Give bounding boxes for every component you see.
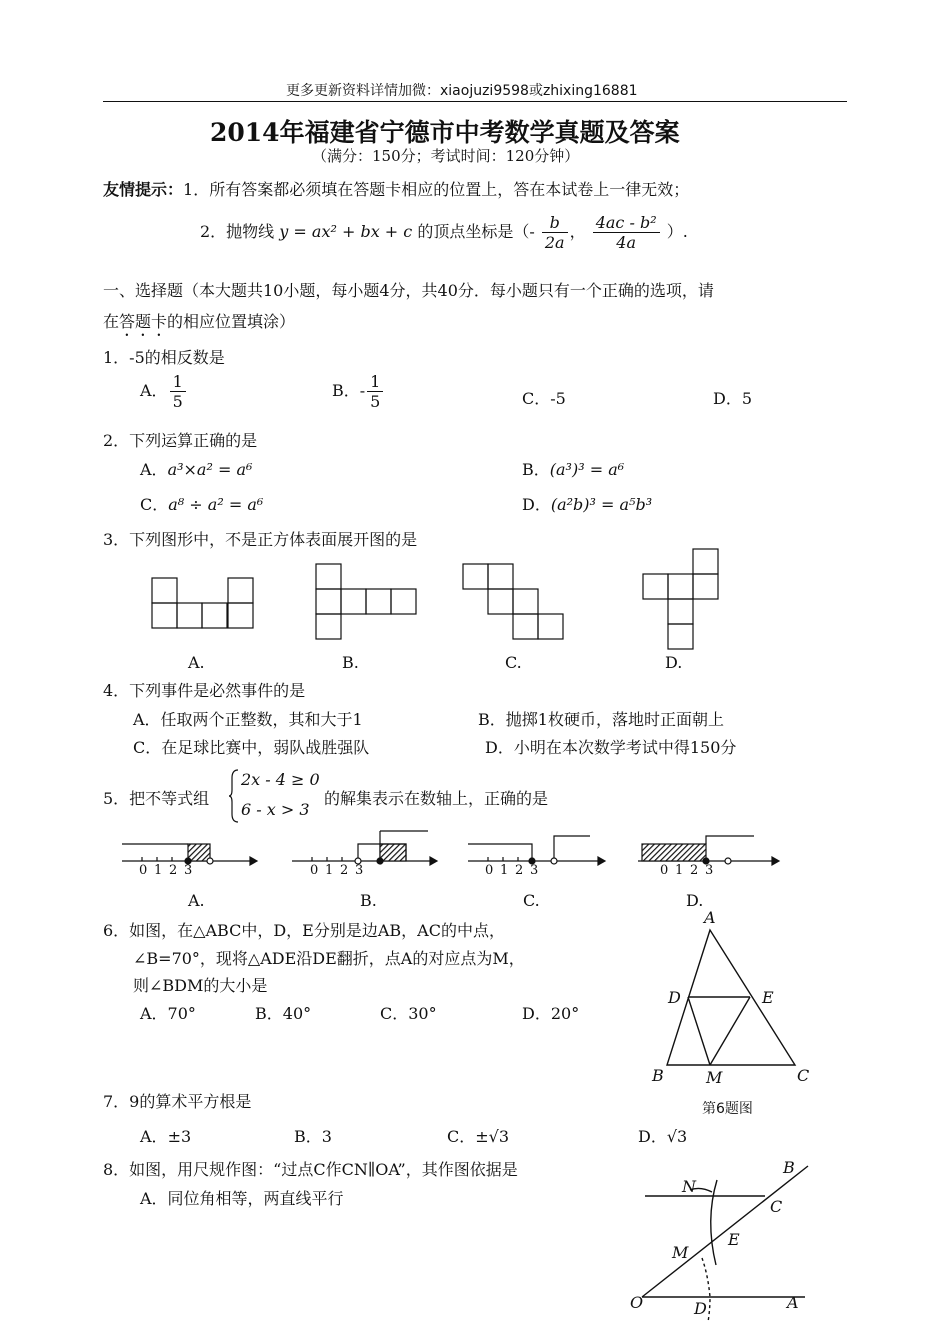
- q1-option-c: C．-5: [522, 389, 566, 408]
- nl-a-0: 0: [139, 863, 148, 878]
- q7-c-label: C．: [447, 1127, 476, 1146]
- q7-option-a: [140, 1124, 191, 1147]
- q5-inequality-1: 2x - 4 ≥ 0: [241, 770, 320, 789]
- q1-stem: 1．-5的相反数是: [103, 348, 225, 367]
- q8-label-a: A: [787, 1293, 799, 1312]
- q6-line-1: 6．如图，在△ABC中，D，E分别是边AB，AC的中点，: [103, 921, 505, 940]
- tips-item-2-pre: 2．抛物线: [200, 222, 275, 241]
- q3-label-c: C.: [505, 653, 522, 672]
- q2-d-label: D．: [522, 495, 551, 514]
- q4-stem: 4．下列事件是必然事件的是: [103, 681, 306, 700]
- q2-stem: 2．下列运算正确的是: [103, 431, 258, 450]
- nl-c-0: 0: [485, 863, 494, 878]
- q3-stem: 3．下列图形中，不是正方体表面展开图的是: [103, 530, 418, 549]
- q7-option-c: [447, 1124, 509, 1147]
- q5-label-b: B.: [360, 891, 377, 910]
- tips-item-1: 1．所有答案都必须填在答题卡相应的位置上，答在本试卷上一律无效；: [183, 180, 690, 199]
- nl-b-2: 2: [340, 863, 349, 878]
- q1-b-den: 5: [370, 392, 381, 411]
- tips-label: 友情提示：: [103, 180, 184, 199]
- q3-label-d: D.: [665, 653, 683, 672]
- net-a: [152, 578, 253, 628]
- q8-label-b: B: [783, 1158, 795, 1177]
- numberline-d: [638, 836, 779, 865]
- q2-a-expr: a³×a² = a⁶: [167, 460, 253, 479]
- q1-a-den: 5: [172, 392, 183, 411]
- q8-stem: 8．如图，用尺规作图：“过点C作CN∥OA”，其作图依据是: [103, 1160, 518, 1179]
- q8-option-a: A．同位角相等，两直线平行: [140, 1189, 344, 1208]
- nl-b-3: 3: [355, 863, 364, 878]
- q8-label-d: D: [694, 1299, 707, 1318]
- vertex-x-num: b: [542, 213, 568, 233]
- q8-label-e: E: [728, 1230, 740, 1249]
- q2-a-label: A．: [140, 460, 168, 479]
- nl-c-2: 2: [515, 863, 524, 878]
- q5-label-c: C.: [523, 891, 540, 910]
- q7-option-b: B．3: [294, 1127, 332, 1146]
- q5-stem-pre: 5．把不等式组: [103, 789, 210, 808]
- nl-c-3: 3: [530, 863, 539, 878]
- q8-label-c: C: [770, 1197, 783, 1216]
- q2-d-expr: (a²b)³ = a⁵b³: [550, 495, 653, 514]
- nl-d-3: 3: [705, 863, 714, 878]
- q6-option-d: D．20°: [522, 1004, 580, 1023]
- q7-a-value: ±3: [167, 1127, 192, 1146]
- nl-a-2: 2: [169, 863, 178, 878]
- numberline-b: [292, 831, 437, 865]
- vertex-y-num: 4ac - b²: [593, 213, 660, 233]
- nl-d-0: 0: [660, 863, 669, 878]
- nl-d-2: 2: [690, 863, 699, 878]
- q3-nets-figure: [140, 540, 740, 660]
- q6-line-3: 则∠BDM的大小是: [133, 976, 268, 995]
- q5-inequality-2: 6 - x > 3: [241, 800, 310, 819]
- q2-option-d: [522, 492, 652, 515]
- vertex-x-fraction: [542, 213, 568, 252]
- vertex-y-fraction: [593, 213, 660, 252]
- section-1-heading: 一、选择题（本大题共10小题，每小题4分，共40分．每小题只有一个正确的选项，请: [103, 281, 714, 300]
- q1-a-fraction: [170, 372, 186, 411]
- section-1-post: 的相应位置填涂）: [167, 312, 296, 331]
- q1-b-num: 1: [367, 372, 383, 392]
- q6-figure: [640, 903, 820, 1118]
- q1-b-fraction: [367, 372, 383, 411]
- numberline-c: [468, 836, 605, 865]
- tips-item-2-mid: 的顶点坐标是（-: [417, 222, 535, 241]
- q5-label-d: D.: [686, 891, 704, 910]
- q4-option-b: B．抛掷1枚硬币，落地时正面朝上: [478, 710, 724, 729]
- q5-number-lines: [110, 822, 790, 882]
- vertex-x-den: 2a: [544, 233, 565, 252]
- net-c: [463, 564, 563, 639]
- tips-line-2: 2．抛物线 y = ax² + bx + c 的顶点坐标是（- $\frac{b}{2a}$ ， $\frac{\text{4ac - b²}}{4a}$ ）.: [200, 213, 688, 252]
- tips-line-1: [103, 177, 689, 200]
- q8-label-n: N: [682, 1177, 696, 1196]
- q4-option-c: C．在足球比赛中，弱队战胜强队: [133, 738, 370, 757]
- q7-option-d: [638, 1124, 687, 1147]
- net-d: [643, 549, 718, 649]
- q2-b-expr: (a³)³ = a⁶: [549, 460, 625, 479]
- q1-a-label: A．: [140, 381, 168, 400]
- q8-figure: [620, 1150, 835, 1340]
- q2-option-c: [140, 492, 263, 515]
- q5-brace: [228, 768, 240, 824]
- q1-option-a: [140, 372, 188, 411]
- q6-label-a: A: [704, 908, 716, 927]
- q5-label-a: A.: [188, 891, 205, 910]
- q7-stem: 7．9的算术平方根是: [103, 1092, 252, 1111]
- page-subtitle: （满分：150分；考试时间：120分钟）: [312, 147, 580, 165]
- nl-b-1: 1: [325, 863, 334, 878]
- numberline-a: [122, 844, 257, 865]
- q2-option-b: [522, 457, 624, 480]
- q1-option-d: D．5: [713, 389, 753, 408]
- q2-b-label: B．: [522, 460, 550, 479]
- q6-label-m: M: [706, 1068, 723, 1087]
- q8-label-o: O: [630, 1293, 644, 1312]
- q6-label-d: D: [668, 988, 681, 1007]
- nl-b-0: 0: [310, 863, 319, 878]
- q2-c-label: C．: [140, 495, 169, 514]
- q4-option-a: A．任取两个正整数，其和大于1: [133, 710, 363, 729]
- q6-label-e: E: [762, 988, 774, 1007]
- q6-option-c: C．30°: [380, 1004, 437, 1023]
- q6-option-b: B．40°: [255, 1004, 312, 1023]
- section-1-emph: 答题卡: [119, 312, 168, 331]
- q1-a-num: 1: [170, 372, 186, 392]
- q6-caption: 第6题图: [702, 1101, 753, 1117]
- q7-d-label: D．: [638, 1127, 667, 1146]
- vertex-y-den: 4a: [616, 233, 636, 252]
- q2-c-expr: a⁸ ÷ a² = a⁶: [168, 495, 264, 514]
- q3-label-b: B.: [342, 653, 359, 672]
- q2-option-a: [140, 457, 252, 480]
- q6-option-a: A．70°: [140, 1004, 196, 1023]
- q3-label-a: A.: [188, 653, 205, 672]
- q7-a-label: A．: [140, 1127, 168, 1146]
- q6-label-b: B: [652, 1066, 664, 1085]
- nl-d-1: 1: [675, 863, 684, 878]
- net-b: [316, 564, 416, 639]
- page-header: 更多更新资料详情加微：xiaojuzi9598或zhixing16881: [286, 83, 638, 99]
- nl-a-3: 3: [184, 863, 193, 878]
- q7-c-value: ±√3: [475, 1127, 510, 1146]
- nl-a-1: 1: [154, 863, 163, 878]
- q6-label-c: C: [797, 1066, 810, 1085]
- parabola-formula: y = ax² + bx + c: [279, 222, 413, 241]
- q1-b-label: B．-: [332, 381, 366, 400]
- q1-option-b: [332, 372, 385, 411]
- section-1-pre: 在: [103, 312, 120, 331]
- header-rule: [103, 101, 847, 102]
- q8-label-m: M: [672, 1243, 689, 1262]
- q4-option-d: D．小明在本次数学考试中得150分: [485, 738, 737, 757]
- section-1-heading-2: [103, 309, 295, 340]
- page-title: 2014年福建省宁德市中考数学真题及答案: [210, 118, 680, 147]
- q5-stem-post: 的解集表示在数轴上，正确的是: [324, 789, 549, 808]
- q7-d-value: √3: [666, 1127, 688, 1146]
- q6-line-2: ∠B=70°，现将△ADE沿DE翻折，点A的对应点为M，: [133, 949, 525, 968]
- nl-c-1: 1: [500, 863, 509, 878]
- tips-item-2-end: ）.: [666, 222, 688, 241]
